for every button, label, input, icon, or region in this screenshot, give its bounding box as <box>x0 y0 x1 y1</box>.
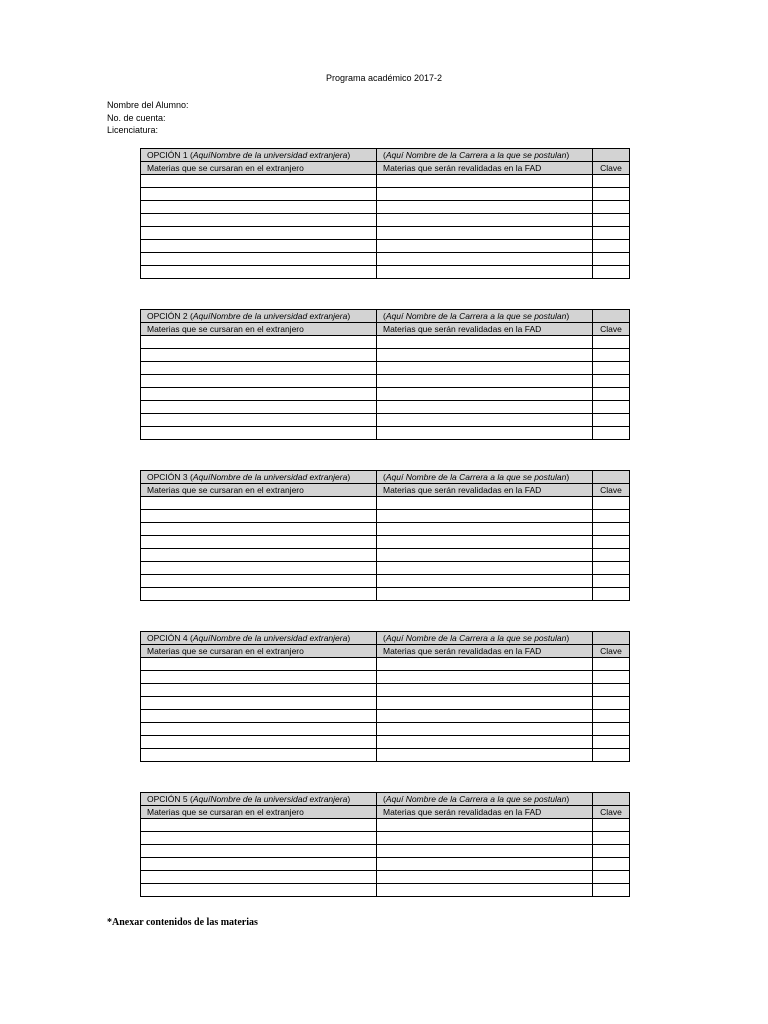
table-cell[interactable] <box>593 227 630 240</box>
table-row <box>141 349 630 362</box>
option-header-blank <box>593 471 630 484</box>
table-cell[interactable] <box>377 401 593 414</box>
table-row <box>141 549 630 562</box>
table-row <box>141 336 630 349</box>
table-cell[interactable] <box>593 375 630 388</box>
col-foreign-subjects: Materias que se cursaran en el extranjero <box>141 323 377 336</box>
column-header-row <box>141 162 630 175</box>
table-cell[interactable] <box>141 884 377 897</box>
col-key: Clave <box>593 806 630 819</box>
table-cell[interactable] <box>141 736 377 749</box>
option-label: OPCIÓN 5 <box>147 794 188 804</box>
col-foreign-subjects: Materias que se cursaran en el extranjero <box>141 806 377 819</box>
career-placeholder: Aquí Nombre de la Carrera a la que se postulan <box>385 794 567 804</box>
option-university-cell: OPCIÓN 3 (AquíNombre de la universidad extranjera) <box>141 471 377 484</box>
table-cell[interactable] <box>593 253 630 266</box>
table-cell[interactable] <box>141 266 377 279</box>
table-cell[interactable] <box>141 575 377 588</box>
table-cell[interactable] <box>593 658 630 671</box>
option-header-row <box>141 793 630 806</box>
table-row <box>141 536 630 549</box>
table-cell[interactable] <box>593 497 630 510</box>
table-cell[interactable] <box>141 336 377 349</box>
table-cell[interactable] <box>593 723 630 736</box>
table-cell[interactable] <box>377 175 593 188</box>
table-cell[interactable] <box>377 362 593 375</box>
table-row <box>141 510 630 523</box>
option-label: OPCIÓN 3 <box>147 472 188 482</box>
table-cell[interactable] <box>377 549 593 562</box>
table-row <box>141 562 630 575</box>
table-cell[interactable] <box>593 240 630 253</box>
table-cell[interactable] <box>377 336 593 349</box>
col-key: Clave <box>593 162 630 175</box>
option-header-row <box>141 471 630 484</box>
option-university-cell: OPCIÓN 5 (AquíNombre de la universidad extranjera) <box>141 793 377 806</box>
table-cell[interactable] <box>377 188 593 201</box>
table-cell[interactable] <box>593 819 630 832</box>
university-placeholder: AquíNombre de la universidad extranjera <box>192 633 348 643</box>
option-header-blank <box>593 310 630 323</box>
table-row <box>141 523 630 536</box>
table-row <box>141 845 630 858</box>
table-cell[interactable] <box>141 658 377 671</box>
table-row <box>141 723 630 736</box>
table-row <box>141 414 630 427</box>
option-label: OPCIÓN 1 <box>147 150 188 160</box>
col-key: Clave <box>593 323 630 336</box>
table-cell[interactable] <box>141 188 377 201</box>
career-placeholder: Aquí Nombre de la Carrera a la que se postulan <box>385 633 567 643</box>
option-label: OPCIÓN 4 <box>147 633 188 643</box>
table-row <box>141 588 630 601</box>
table-cell[interactable] <box>593 201 630 214</box>
option-header-row <box>141 310 630 323</box>
table-cell[interactable] <box>593 414 630 427</box>
column-header-row <box>141 323 630 336</box>
table-cell[interactable] <box>377 697 593 710</box>
option-table-1 <box>140 148 630 279</box>
table-cell[interactable] <box>141 549 377 562</box>
option-header-blank <box>593 149 630 162</box>
table-cell[interactable] <box>593 671 630 684</box>
table-cell[interactable] <box>593 749 630 762</box>
table-cell[interactable] <box>593 858 630 871</box>
table-cell[interactable] <box>141 588 377 601</box>
university-placeholder: AquíNombre de la universidad extranjera <box>192 472 348 482</box>
col-key: Clave <box>593 645 630 658</box>
option-career-cell: (Aquí Nombre de la Carrera a la que se postulan) <box>377 471 593 484</box>
table-cell[interactable] <box>593 575 630 588</box>
table-row <box>141 884 630 897</box>
table-cell[interactable] <box>377 253 593 266</box>
table-cell[interactable] <box>377 510 593 523</box>
option-career-cell: (Aquí Nombre de la Carrera a la que se postulan) <box>377 632 593 645</box>
table-cell[interactable] <box>141 684 377 697</box>
table-cell[interactable] <box>593 349 630 362</box>
table-cell[interactable] <box>377 858 593 871</box>
table-row <box>141 375 630 388</box>
table-row <box>141 658 630 671</box>
col-foreign-subjects: Materias que se cursaran en el extranjero <box>141 162 377 175</box>
table-cell[interactable] <box>141 201 377 214</box>
table-cell[interactable] <box>593 736 630 749</box>
table-cell[interactable] <box>141 362 377 375</box>
table-cell[interactable] <box>593 388 630 401</box>
table-cell[interactable] <box>141 427 377 440</box>
table-cell[interactable] <box>377 562 593 575</box>
table-cell[interactable] <box>593 845 630 858</box>
table-cell[interactable] <box>141 710 377 723</box>
table-cell[interactable] <box>593 697 630 710</box>
option-career-cell: (Aquí Nombre de la Carrera a la que se postulan) <box>377 310 593 323</box>
table-row <box>141 819 630 832</box>
table-row <box>141 227 630 240</box>
table-cell[interactable] <box>141 349 377 362</box>
table-row <box>141 253 630 266</box>
university-placeholder: AquíNombre de la universidad extranjera <box>192 311 348 321</box>
table-row <box>141 214 630 227</box>
table-cell[interactable] <box>593 536 630 549</box>
column-header-row <box>141 645 630 658</box>
option-table-2 <box>140 309 630 440</box>
table-row <box>141 684 630 697</box>
table-cell[interactable] <box>141 414 377 427</box>
table-cell[interactable] <box>593 266 630 279</box>
university-placeholder: AquíNombre de la universidad extranjera <box>192 150 348 160</box>
option-header-blank <box>593 632 630 645</box>
option-header-row <box>141 149 630 162</box>
table-cell[interactable] <box>377 201 593 214</box>
table-cell[interactable] <box>377 536 593 549</box>
table-cell[interactable] <box>593 214 630 227</box>
table-cell[interactable] <box>593 871 630 884</box>
table-cell[interactable] <box>593 336 630 349</box>
table-cell[interactable] <box>593 188 630 201</box>
table-cell[interactable] <box>141 832 377 845</box>
page-title: Programa académico 2017-2 <box>325 73 443 83</box>
table-row <box>141 175 630 188</box>
table-cell[interactable] <box>141 562 377 575</box>
account-number-field: No. de cuenta: <box>107 112 166 123</box>
table-cell[interactable] <box>593 588 630 601</box>
table-cell[interactable] <box>377 819 593 832</box>
col-revalidated-subjects: Materias que serán revalidadas en la FAD <box>377 323 593 336</box>
table-cell[interactable] <box>377 588 593 601</box>
table-row <box>141 401 630 414</box>
table-cell[interactable] <box>141 819 377 832</box>
table-cell[interactable] <box>377 845 593 858</box>
table-cell[interactable] <box>141 214 377 227</box>
table-cell[interactable] <box>377 736 593 749</box>
table-row <box>141 575 630 588</box>
table-cell[interactable] <box>141 858 377 871</box>
table-cell[interactable] <box>141 240 377 253</box>
table-cell[interactable] <box>377 684 593 697</box>
table-cell[interactable] <box>377 658 593 671</box>
table-cell[interactable] <box>141 749 377 762</box>
table-cell[interactable] <box>141 175 377 188</box>
table-cell[interactable] <box>377 427 593 440</box>
option-header-blank <box>593 793 630 806</box>
col-foreign-subjects: Materias que se cursaran en el extranjero <box>141 484 377 497</box>
col-key: Clave <box>593 484 630 497</box>
table-row <box>141 749 630 762</box>
footer-note: *Anexar contenidos de las materias <box>107 917 258 928</box>
option-table-5 <box>140 792 630 897</box>
table-cell[interactable] <box>593 175 630 188</box>
student-name-field: Nombre del Alumno: <box>107 100 189 110</box>
table-cell[interactable] <box>377 884 593 897</box>
table-row <box>141 497 630 510</box>
table-row <box>141 697 630 710</box>
table-row <box>141 832 630 845</box>
career-placeholder: Aquí Nombre de la Carrera a la que se postulan <box>385 472 567 482</box>
table-cell[interactable] <box>141 845 377 858</box>
column-header-row <box>141 484 630 497</box>
option-header-row <box>141 632 630 645</box>
table-cell[interactable] <box>141 401 377 414</box>
table-cell[interactable] <box>141 388 377 401</box>
table-cell[interactable] <box>377 710 593 723</box>
table-cell[interactable] <box>377 214 593 227</box>
table-cell[interactable] <box>593 832 630 845</box>
table-cell[interactable] <box>377 832 593 845</box>
option-table-3 <box>140 470 630 601</box>
student-info <box>107 99 189 137</box>
table-row <box>141 736 630 749</box>
table-cell[interactable] <box>593 362 630 375</box>
table-cell[interactable] <box>593 510 630 523</box>
col-revalidated-subjects: Materias que serán revalidadas en la FAD <box>377 645 593 658</box>
table-cell[interactable] <box>593 562 630 575</box>
table-cell[interactable] <box>141 510 377 523</box>
table-cell[interactable] <box>377 227 593 240</box>
table-cell[interactable] <box>377 575 593 588</box>
col-revalidated-subjects: Materias que serán revalidadas en la FAD <box>377 806 593 819</box>
table-cell[interactable] <box>141 375 377 388</box>
column-header-row <box>141 806 630 819</box>
table-row <box>141 362 630 375</box>
table-cell[interactable] <box>141 523 377 536</box>
table-cell[interactable] <box>377 414 593 427</box>
table-cell[interactable] <box>141 536 377 549</box>
table-cell[interactable] <box>141 671 377 684</box>
option-university-cell: OPCIÓN 4 (AquíNombre de la universidad extranjera) <box>141 632 377 645</box>
col-revalidated-subjects: Materias que serán revalidadas en la FAD <box>377 484 593 497</box>
table-cell[interactable] <box>593 884 630 897</box>
table-row <box>141 858 630 871</box>
table-cell[interactable] <box>141 253 377 266</box>
career-placeholder: Aquí Nombre de la Carrera a la que se postulan <box>385 311 567 321</box>
table-row <box>141 266 630 279</box>
table-cell[interactable] <box>377 723 593 736</box>
university-placeholder: AquíNombre de la universidad extranjera <box>192 794 348 804</box>
degree-field: Licenciatura: <box>107 125 159 135</box>
option-career-cell: (Aquí Nombre de la Carrera a la que se postulan) <box>377 149 593 162</box>
table-row <box>141 188 630 201</box>
table-cell[interactable] <box>377 523 593 536</box>
career-placeholder: Aquí Nombre de la Carrera a la que se postulan <box>385 150 567 160</box>
table-row <box>141 240 630 253</box>
table-row <box>141 871 630 884</box>
table-cell[interactable] <box>593 684 630 697</box>
option-table-4 <box>140 631 630 762</box>
table-cell[interactable] <box>377 497 593 510</box>
option-label: OPCIÓN 2 <box>147 311 188 321</box>
table-cell[interactable] <box>593 427 630 440</box>
table-cell[interactable] <box>593 549 630 562</box>
col-revalidated-subjects: Materias que serán revalidadas en la FAD <box>377 162 593 175</box>
table-row <box>141 427 630 440</box>
table-cell[interactable] <box>141 227 377 240</box>
table-cell[interactable] <box>377 871 593 884</box>
option-university-cell: OPCIÓN 1 (AquíNombre de la universidad extranjera) <box>141 149 377 162</box>
table-cell[interactable] <box>377 749 593 762</box>
table-cell[interactable] <box>141 871 377 884</box>
table-cell[interactable] <box>377 349 593 362</box>
table-cell[interactable] <box>593 401 630 414</box>
table-row <box>141 201 630 214</box>
table-row <box>141 710 630 723</box>
col-foreign-subjects: Materias que se cursaran en el extranjero <box>141 645 377 658</box>
table-cell[interactable] <box>377 266 593 279</box>
table-cell[interactable] <box>141 497 377 510</box>
table-cell[interactable] <box>141 697 377 710</box>
table-row <box>141 388 630 401</box>
table-cell[interactable] <box>593 710 630 723</box>
table-cell[interactable] <box>377 375 593 388</box>
table-cell[interactable] <box>377 240 593 253</box>
table-cell[interactable] <box>141 723 377 736</box>
option-career-cell: (Aquí Nombre de la Carrera a la que se postulan) <box>377 793 593 806</box>
option-university-cell: OPCIÓN 2 (AquíNombre de la universidad extranjera) <box>141 310 377 323</box>
table-cell[interactable] <box>377 388 593 401</box>
table-cell[interactable] <box>377 671 593 684</box>
table-cell[interactable] <box>593 523 630 536</box>
table-row <box>141 671 630 684</box>
